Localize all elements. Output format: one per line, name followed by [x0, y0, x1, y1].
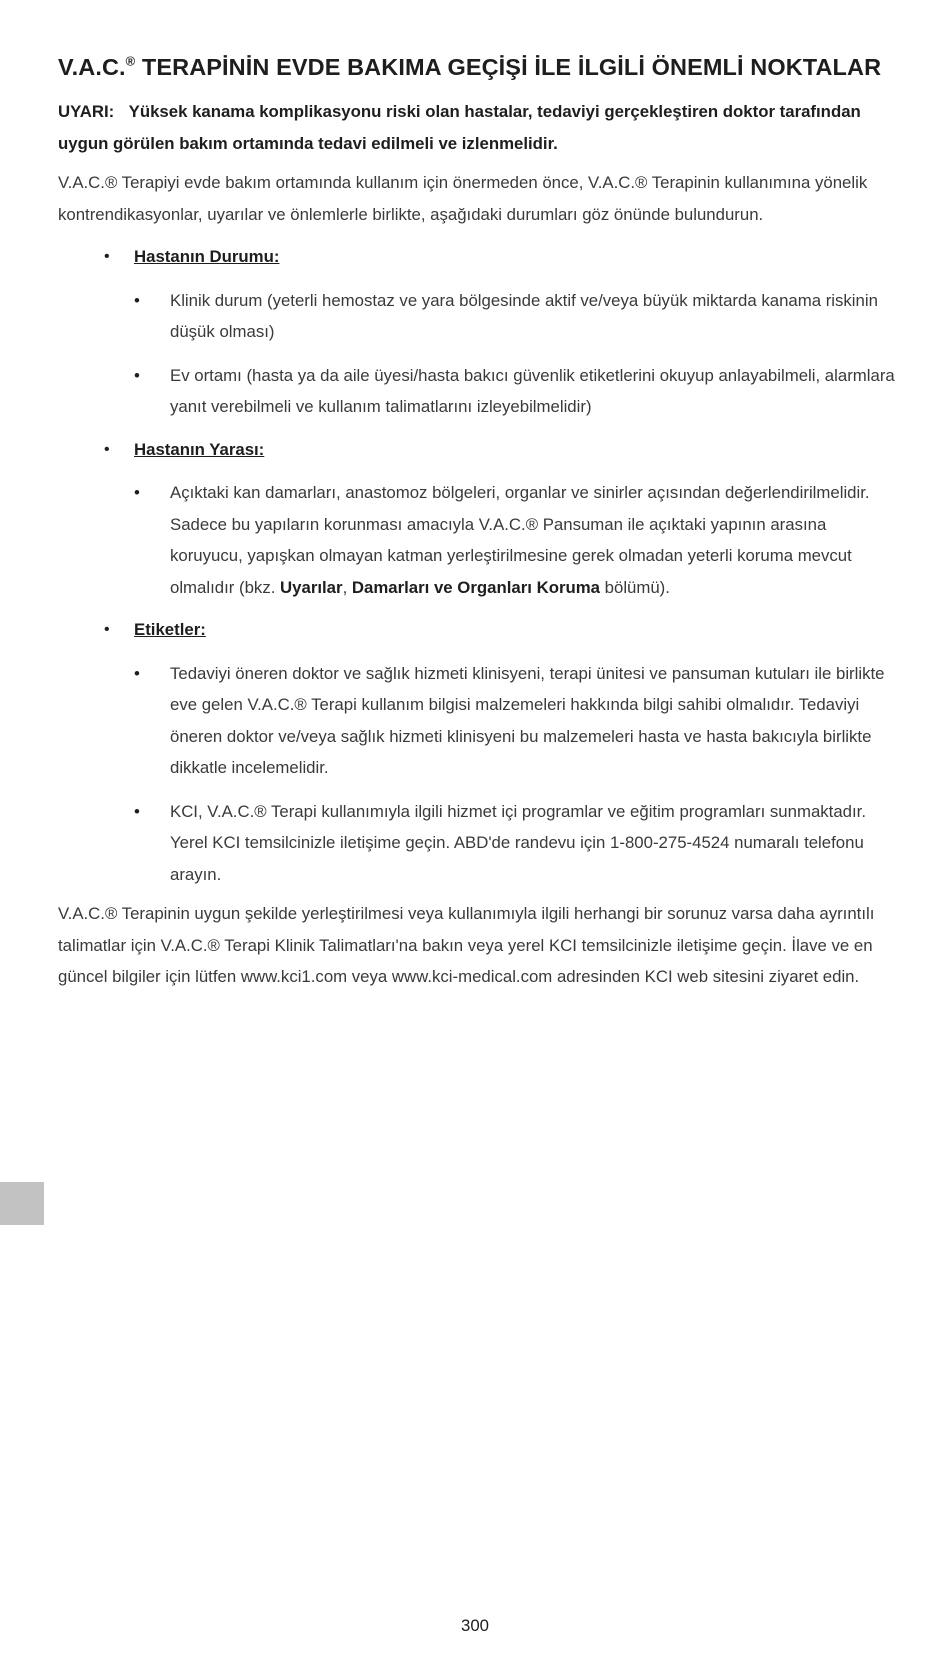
list-item — [58, 477, 898, 603]
list-item-text: Ev ortamı (hasta ya da aile üyesi/hasta bakıcı güvenlik etiketlerini okuyup anlayabilmeli, alarmlara yanıt verebilmeli ve kullanım talimatlarını izleyebilmelidir) — [170, 365, 895, 416]
warning-text: Yüksek kanama komplikasyonu riski olan hastalar, tedaviyi gerçekleştiren doktor tarafından uygun görülen bakım ortamında tedavi edilmeli ve izlenmelidir. — [58, 102, 861, 153]
side-tab-marker — [0, 1182, 44, 1225]
bullet-icon: • — [104, 440, 110, 458]
bullet-icon: • — [104, 621, 110, 638]
warning-block — [58, 96, 898, 159]
list-item — [58, 658, 898, 784]
section-title: Hastanın Yarası: — [134, 439, 265, 459]
list-item — [58, 796, 898, 891]
list-item — [58, 360, 898, 423]
text-run: , — [342, 577, 352, 597]
document-page — [58, 50, 898, 993]
reference-warnings: Uyarılar — [280, 577, 343, 597]
list-item-text: Klinik durum (yeterli hemostaz ve yara bölgesinde aktif ve/veya büyük miktarda kanama riskinin düşük olması) — [170, 290, 878, 341]
closing-paragraph: V.A.C.® Terapinin uygun şekilde yerleştirilmesi veya kullanımıyla ilgili herhangi bir sorunuz varsa daha ayrıntılı talimatlar için V.A.C.® Terapi Klinik Talimatları'na bakın veya yerel KCI temsilcinizle iletişime geçin. İlave ve en güncel bilgiler için lütfen www.kci1.com veya www.kci-medical.com adresinden KCI web sitesini ziyaret edin. — [58, 904, 875, 986]
bullet-icon: • — [134, 365, 140, 385]
bullet-icon: • — [134, 663, 140, 683]
page-number: 300 — [461, 1616, 489, 1635]
registered-mark: ® — [125, 53, 136, 69]
page-title — [58, 50, 898, 84]
bullet-icon: • — [134, 801, 140, 821]
reference-protect-vessels: Damarları ve Organları Koruma — [351, 577, 600, 597]
list-item-text — [170, 483, 870, 597]
bullet-icon: • — [104, 248, 110, 265]
bullet-icon: • — [134, 483, 140, 502]
title-text: TERAPİNİN EVDE BAKIMA GEÇİŞİ İLE İLGİLİ ÖNEMLİ NOKTALAR — [135, 54, 882, 80]
list-item — [58, 285, 898, 348]
intro-paragraph: V.A.C.® Terapiyi evde bakım ortamında kullanım için önermeden önce, V.A.C.® Terapinin kullanımına yönelik kontrendikasyonlar, uyarılar ve önlemlerle birlikte, aşağıdaki durumları göz önünde bulundurun. — [58, 173, 868, 224]
text-run: bölümü). — [599, 577, 670, 597]
warning-label: UYARI: — [58, 102, 115, 121]
text-run: Açıktaki kan damarları, anastomoz bölgeleri, organlar ve sinirler açısından değerlendirilmelidir. Sadece bu yapıların korunması amacıyla V.A.C.® Pansuman ile açıktaki yapının arasına koruyucu, yapışkan olmayan katman yerleştirilmesine gerek olmadan yeterli koruma mevcut olmalıdır (bkz. — [170, 483, 870, 597]
section-labels — [58, 614, 898, 646]
section-patient-condition — [58, 241, 898, 273]
title-brand: V.A.C. — [58, 54, 126, 80]
section-title: Hastanın Durumu: — [134, 247, 280, 266]
list-item-text: KCI, V.A.C.® Terapi kullanımıyla ilgili hizmet içi programlar ve eğitim programları sunmaktadır. Yerel KCI temsilcinizle iletişime geçin. ABD'de randevu için 1-800-275-4524 numaralı telefonu arayın. — [170, 801, 866, 884]
section-title: Etiketler: — [134, 620, 206, 639]
section-patient-wound — [58, 434, 898, 466]
bullet-icon: • — [134, 290, 140, 310]
list-item-text: Tedaviyi öneren doktor ve sağlık hizmeti klinisyeni, terapi ünitesi ve pansuman kutuları ile birlikte eve gelen V.A.C.® Terapi kullanım bilgisi malzemeleri hakkında bilgi sahibi olmalıdır. Tedaviyi öneren doktor ve/veya sağlık hizmeti klinisyeni bu malzemeleri hasta ve hasta bakıcıyla birlikte dikkatle incelemelidir. — [170, 663, 885, 777]
